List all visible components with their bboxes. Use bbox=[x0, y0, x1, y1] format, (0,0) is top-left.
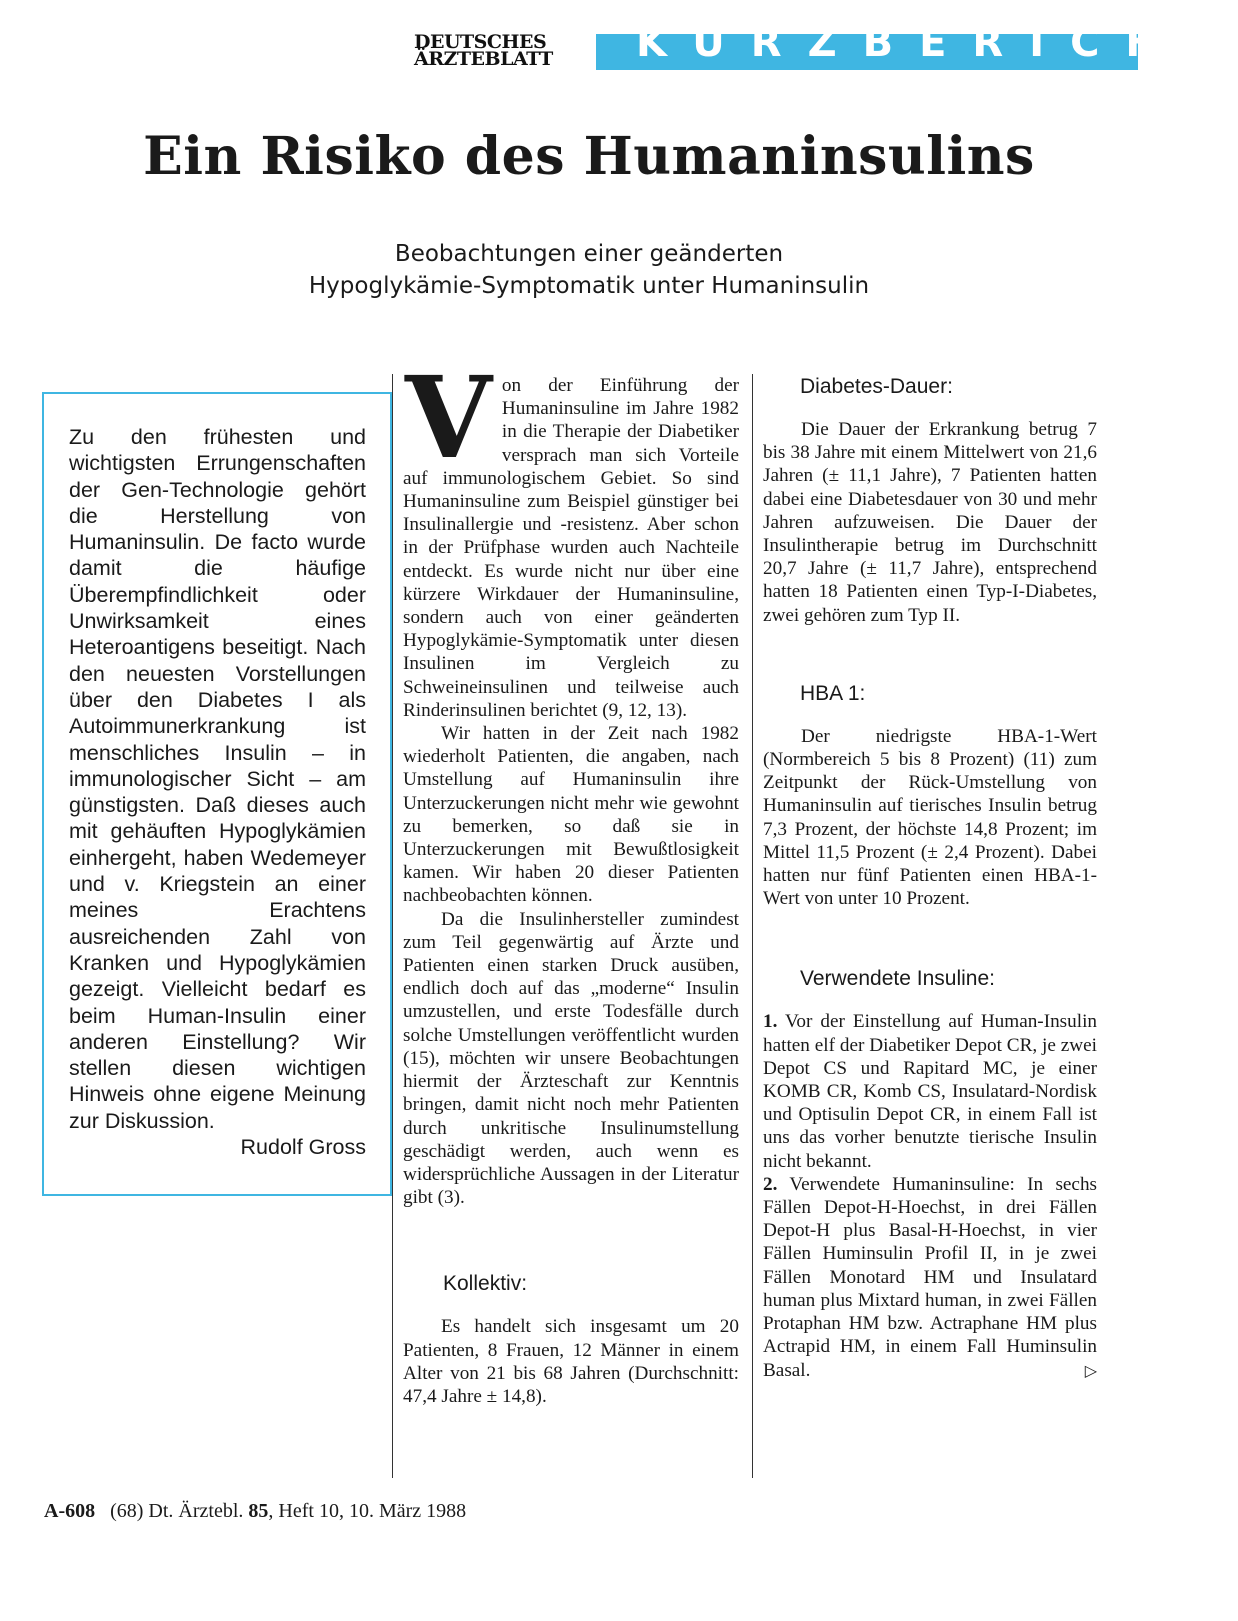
insulin-item-2 bbox=[763, 1173, 1097, 1382]
section-banner bbox=[596, 20, 1238, 70]
item-1-number: 1. bbox=[763, 1011, 778, 1033]
paragraph-observation: Wir hatten in der Zeit nach 1982 wiederholt Patienten, die angaben, nach Umstellung auf Humaninsulin ihre Unterzuckerungen nicht mehr wie gewohnt zu bemerken, so daß sie in Unterzuckerungen mit Bewußtlosigkeit kamen. Wir haben 20 dieser Patienten nachbeobachten können. bbox=[403, 723, 739, 907]
subtitle-line-2: Hypoglykämie-Symptomatik unter Humaninsulin bbox=[308, 273, 870, 299]
heading-diabetes-dauer: Diabetes-Dauer: bbox=[800, 375, 953, 398]
item-2-text: Verwendete Humaninsuline: In sechs Fällen Depot-H-Hoechst, in drei Fällen Depot-H plus Basal-H-Hoechst, in vier Fällen Huminsulin Profil II, in je zwei Fällen Monotard HM und Insulatard human plus Mixtard human, in zwei Fällen Protaphan HM bzw. Actraphane HM plus Actrapid HM, in einem Fall Huminsulin Basal. bbox=[763, 1173, 1097, 1381]
heading-kollektiv: Kollektiv: bbox=[443, 1272, 528, 1296]
citation-suffix: , Heft 10, 10. März 1988 bbox=[268, 1500, 467, 1522]
paragraph-kollektiv: Es handelt sich insgesamt um 20 Patienten, 8 Frauen, 12 Männer in einem Alter von 21 bis 68 Jahren (Durchschnitt: 47,4 Jahre ± 14,8). bbox=[403, 1316, 739, 1407]
article-title: Ein Risiko des Humaninsulins bbox=[143, 126, 1035, 187]
heading-hba1: HBA 1: bbox=[800, 681, 866, 705]
column-divider-right bbox=[752, 374, 753, 1478]
masthead-line-1: DEUTSCHES bbox=[414, 31, 547, 53]
drop-cap: V bbox=[405, 353, 492, 484]
paragraph-motivation: Da die Insulinhersteller zumindest zum Teil gegenwärtig auf Ärzte und Patienten einen starken Druck ausüben, endlich doch auf das „moderne“ Insulin umzustellen, und erste Todesfälle durch solche Umstellungen veröffentlicht wurden (15), möchten wir unsere Beobachtungen hiermit der Ärzteschaft zur Kenntnis bringen, damit nicht noch mehr Patienten durch unkritische Insulinumstellung geschädigt werden, auch wenn es widersprüchliche Aussagen in der Literatur gibt (3). bbox=[403, 908, 739, 1209]
paragraph-diabetes-dauer: Die Dauer der Erkrankung betrug 7 bis 38 Jahre mit einem Mittelwert von 21,6 Jahren (± 11,1 Jahre), 7 Patienten hatten dabei eine Diabetesdauer von 30 und mehr Jahren aufzuweisen. Die Dauer der Insulintherapie betrug im Durchschnitt 20,7 Jahre (± 11,7 Jahre), entsprechend hatten 18 Patienten einen Typ-I-Diabetes, zwei gehören zum Typ II. bbox=[763, 419, 1097, 626]
insulin-item-1 bbox=[763, 1010, 1097, 1172]
paragraph-hba1: Der niedrigste HBA-1-Wert (Normbereich 5 bis 8 Prozent) (11) zum Zeitpunkt der Rück-Umstellung von Humaninsulin auf tierisches Insulin betrug 7,3 Prozent, der höchste 14,8 Prozent; im Mittel 11,5 Prozent (± 2,4 Prozent). Dabei hatten nur fünf Patienten einen HBA-1-Wert von unter 10 Prozent. bbox=[763, 725, 1097, 910]
journal-masthead bbox=[414, 31, 584, 70]
editorial-abstract-box bbox=[42, 392, 392, 1196]
continue-arrow-icon: ▷ bbox=[1084, 1360, 1097, 1380]
item-2-number: 2. bbox=[763, 1173, 778, 1195]
volume-number: 85 bbox=[248, 1500, 269, 1522]
column-divider-left bbox=[392, 374, 393, 1478]
section-banner-label: KURZBERICHT bbox=[636, 20, 1238, 66]
citation-prefix: (68) Dt. Ärztebl. bbox=[110, 1500, 244, 1522]
article-column-right bbox=[763, 374, 1097, 1382]
intro-paragraph bbox=[403, 353, 739, 722]
page-number: A-608 bbox=[44, 1500, 96, 1522]
abstract-text: Zu den frühesten und wichtigsten Errungenschaften der Gen-Technologie gehört die Herstellung von Humaninsulin. De facto wurde damit die häufige Überempfindlichkeit oder Unwirksamkeit eines Heteroantigens beseitigt. Nach den neuesten Vorstellungen über den Diabetes I als Autoimmunerkrankung ist menschliches Insulin – in immunologischer Sicht – am günstigsten. Daß dieses auch mit gehäuften Hypoglykämien einhergeht, haben Wedemeyer und v. Kriegstein an einer meines Erachtens ausreichenden Zahl von Kranken und Hypoglykämien gezeigt. Vielleicht bedarf es beim Human-Insulin einer anderen Einstellung? Wir stellen diesen wichtigen Hinweis ohne eigene Meinung zur Diskussion. bbox=[69, 425, 366, 1133]
page-footer bbox=[44, 1500, 466, 1523]
abstract-signature: Rudolf Gross bbox=[240, 1135, 366, 1160]
item-1-text: Vor der Einstellung auf Human-Insulin hatten elf der Diabetiker Depot CR, je zwei Depot CS und Rapitard MC, je einer KOMB CR, Komb CS, Insulatard-Nordisk und Optisulin Depot CR, in einem Fall ist uns das vorher benutzte tierische Insulin nicht bekannt. bbox=[763, 1011, 1097, 1172]
article-subtitle bbox=[40, 238, 1138, 302]
masthead-line-2: ÄRZTEBLATT bbox=[414, 48, 553, 70]
article-column-middle bbox=[403, 353, 739, 1408]
intro-text: on der Einführung der Humaninsuline im Jahre 1982 in die Therapie der Diabetiker versprach man sich Vorteile auf immunologischem Gebiet. So sind Humaninsuline zum Beispiel günstiger bei Insulinallergie und -resistenz. Aber schon in der Prüfphase wurden auch Nachteile entdeckt. Es wurde nicht nur über eine kürzere Wirkdauer der Humaninsuline, sondern auch von einer geänderten Hypoglykämie-Symptomatik unter diesen Insulinen im Vergleich zu Schweineinsulinen und teilweise auch Rinderinsulinen berichtet (9, 12, 13). bbox=[403, 375, 739, 721]
subtitle-line-1: Beobachtungen einer geänderten bbox=[394, 241, 784, 267]
heading-verwendete-insuline: Verwendete Insuline: bbox=[800, 967, 995, 991]
